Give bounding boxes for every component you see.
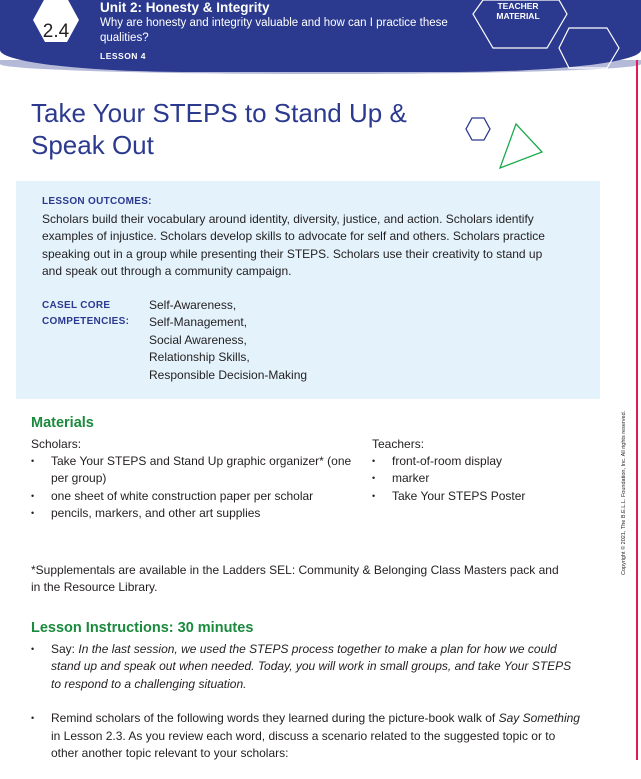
remind-text-2: in Lesson 2.3. As you review each word, discuss a scenario related to the suggested topic or to other another topic relevant to your scholars: xyxy=(51,728,556,761)
teacher-material-line2: MATERIAL xyxy=(496,11,540,21)
unit-title: Unit 2: Honesty & Integrity xyxy=(100,0,270,15)
say-prefix: Say: xyxy=(51,642,79,656)
supplementals-note: *Supplementals are available in the Ladders SEL: Community & Belonging Class Masters pack and in the Resource Library. xyxy=(31,563,559,595)
teachers-materials-list xyxy=(372,453,612,505)
list-item xyxy=(31,641,581,693)
teacher-material-line1: TEACHER xyxy=(497,1,539,11)
casel-label xyxy=(42,298,152,329)
casel-label-line2: COMPETENCIES: xyxy=(42,315,130,327)
casel-item: Self-Awareness, xyxy=(149,298,237,312)
list-item xyxy=(31,710,581,762)
casel-item: Relationship Skills, xyxy=(149,350,250,365)
list-item: • marker xyxy=(372,470,612,487)
title-decoration-icon xyxy=(460,112,550,174)
lesson-outcomes-text: Scholars build their vocabulary around identity, diversity, justice, and action. Scholars identify examples of injustice. Scholars develop skills to advocate for self and others. Scholars practice speaking out in a group while presenting their STEPS. Scholars use their creativity to stand up and speak out through a community campaign. xyxy=(42,212,545,279)
lesson-outcomes-label: LESSON OUTCOMES: xyxy=(42,196,152,207)
remind-text-1: Remind scholars of the following words they learned during the picture-book walk of xyxy=(51,711,499,726)
scholars-label: Scholars: xyxy=(31,437,82,451)
list-item: • Take Your STEPS and Stand Up graphic organizer* (one per group) xyxy=(31,453,361,488)
casel-item: Social Awareness, xyxy=(149,332,247,347)
teachers-label: Teachers: xyxy=(372,437,425,451)
lesson-badge-number: 2.4 xyxy=(42,21,70,42)
lesson-instructions-heading: Lesson Instructions: 30 minutes xyxy=(31,620,254,636)
lesson-number: LESSON 4 xyxy=(100,51,147,61)
list-item: • one sheet of white construction paper per scholar xyxy=(31,488,361,505)
materials-heading: Materials xyxy=(31,415,94,431)
casel-label-line1: CASEL CORE xyxy=(42,300,111,311)
unit-question: Why are honesty and integrity valuable and how can I practice these qualities? xyxy=(100,17,448,44)
book-title: Say Something xyxy=(498,711,580,726)
list-item: • pencils, markers, and other art supplies xyxy=(31,505,361,522)
casel-competencies-list xyxy=(149,297,307,384)
say-text: In the last session, we used the STEPS process together to make a plan for how we could stand up and speak out when needed. Today, you will work in small groups, and take Your STEPS to respond to a challenging situation. xyxy=(51,642,572,691)
instructions-list xyxy=(31,641,581,779)
copyright-notice: Copyright © 2021, The B.E.L.L. Foundation, Inc. All rights reserved. xyxy=(621,410,627,575)
page-title: Take Your STEPS to Stand Up & Speak Out xyxy=(31,98,407,160)
casel-item: Self-Management, xyxy=(149,315,248,330)
teacher-material-label xyxy=(480,1,556,21)
right-margin-rule xyxy=(636,60,638,760)
casel-item: Responsible Decision-Making xyxy=(149,367,308,382)
list-item: • front-of-room display xyxy=(372,453,612,470)
list-item: • Take Your STEPS Poster xyxy=(372,488,612,505)
scholars-materials-list xyxy=(31,453,361,523)
